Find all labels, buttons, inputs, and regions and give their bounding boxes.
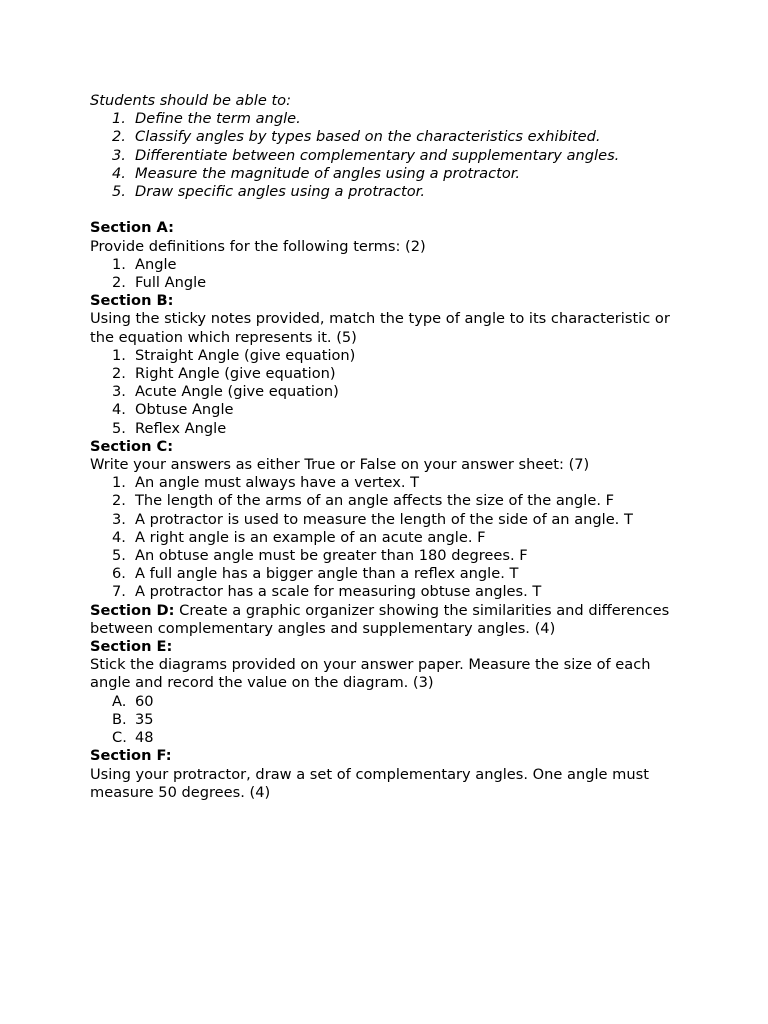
section-b xyxy=(90,292,690,438)
section-d xyxy=(90,602,690,638)
objective-item xyxy=(90,147,690,165)
list-item xyxy=(90,274,690,292)
list-item xyxy=(90,383,690,401)
list-item xyxy=(90,256,690,274)
section-e-instruction: Stick the diagrams provided on your answer paper. Measure the size of each angle and record the value on the diagram. (3) xyxy=(90,656,651,692)
worksheet-page xyxy=(90,92,690,802)
section-d-heading: Section D: xyxy=(90,601,175,619)
objective-text: Classify angles by types based on the characteristics exhibited. xyxy=(135,128,601,146)
objective-text: Measure the magnitude of angles using a protractor. xyxy=(135,164,521,182)
list-item-text: An angle must always have a vertex. T xyxy=(135,474,420,492)
list-item-text: Right Angle (give equation) xyxy=(135,365,336,383)
list-item-text: 35 xyxy=(135,710,154,728)
list-number: 5. xyxy=(112,183,126,201)
list-number: 5. xyxy=(112,547,126,565)
section-e-heading: Section E: xyxy=(90,638,173,656)
list-item-text: Angle xyxy=(135,255,177,273)
list-item xyxy=(90,565,690,583)
list-number: A. xyxy=(112,692,127,710)
list-item xyxy=(90,547,690,565)
objective-item xyxy=(90,183,690,201)
objective-item xyxy=(90,110,690,128)
list-number: 6. xyxy=(112,565,126,583)
section-e-list xyxy=(90,693,690,748)
list-number: 5. xyxy=(112,419,126,437)
list-item xyxy=(90,347,690,365)
list-item xyxy=(90,492,690,510)
section-c-list xyxy=(90,474,690,601)
list-item xyxy=(90,529,690,547)
objective-text: Define the term angle. xyxy=(135,110,301,128)
list-item-text: 60 xyxy=(135,692,154,710)
list-item xyxy=(90,401,690,419)
list-number: 4. xyxy=(112,528,126,546)
list-number: 4. xyxy=(112,401,126,419)
list-item xyxy=(90,474,690,492)
objectives-list xyxy=(90,110,690,201)
section-c-heading: Section C: xyxy=(90,437,174,455)
list-item-text: A protractor is used to measure the length of the side of an angle. T xyxy=(135,510,633,528)
section-f-heading: Section F: xyxy=(90,747,172,765)
list-item-text: A protractor has a scale for measuring obtuse angles. T xyxy=(135,583,542,601)
list-number: 3. xyxy=(112,510,126,528)
section-a-heading: Section A: xyxy=(90,219,174,237)
learning-objectives xyxy=(90,92,690,201)
list-number: 7. xyxy=(112,583,126,601)
list-item xyxy=(90,583,690,601)
section-f-instruction: Using your protractor, draw a set of complementary angles. One angle must measure 50 degrees. (4) xyxy=(90,765,649,801)
objective-item xyxy=(90,128,690,146)
list-item-text: 48 xyxy=(135,729,154,747)
section-f xyxy=(90,747,690,802)
list-number: C. xyxy=(112,729,127,747)
section-c xyxy=(90,438,690,602)
list-number: 1. xyxy=(112,110,126,128)
list-item-text: Acute Angle (give equation) xyxy=(135,383,339,401)
list-number: 4. xyxy=(112,164,126,182)
section-d-paragraph xyxy=(90,602,690,638)
list-item-text: An obtuse angle must be greater than 180 degrees. F xyxy=(135,547,528,565)
list-number: B. xyxy=(112,710,127,728)
section-e xyxy=(90,638,690,747)
list-item xyxy=(90,420,690,438)
list-item xyxy=(90,365,690,383)
objective-text: Differentiate between complementary and supplementary angles. xyxy=(135,146,620,164)
list-number: 2. xyxy=(112,365,126,383)
objectives-intro: Students should be able to: xyxy=(90,92,292,109)
list-item-text: A full angle has a bigger angle than a reflex angle. T xyxy=(135,565,519,583)
list-number: 3. xyxy=(112,146,126,164)
section-a xyxy=(90,219,690,292)
list-number: 2. xyxy=(112,274,126,292)
section-a-list xyxy=(90,256,690,292)
section-b-instruction: Using the sticky notes provided, match the type of angle to its characteristic or the equation which represents it. (5) xyxy=(90,310,670,346)
section-a-instruction: Provide definitions for the following terms: (2) xyxy=(90,237,426,255)
objective-text: Draw specific angles using a protractor. xyxy=(135,183,425,201)
list-number: 1. xyxy=(112,346,126,364)
list-item xyxy=(90,693,690,711)
list-item xyxy=(90,511,690,529)
list-item xyxy=(90,729,690,747)
spacer xyxy=(90,201,690,219)
section-c-instruction: Write your answers as either True or False on your answer sheet: (7) xyxy=(90,456,590,474)
list-item-text: Full Angle xyxy=(135,274,207,292)
list-item-text: The length of the arms of an angle affects the size of the angle. F xyxy=(135,492,614,510)
list-number: 1. xyxy=(112,474,126,492)
objective-item xyxy=(90,165,690,183)
section-d-instruction: Create a graphic organizer showing the similarities and differences between complementary angles and supplementary angles. (4) xyxy=(90,601,670,637)
list-item-text: Reflex Angle xyxy=(135,419,227,437)
section-b-heading: Section B: xyxy=(90,292,174,310)
list-item-text: A right angle is an example of an acute angle. F xyxy=(135,528,486,546)
section-b-list xyxy=(90,347,690,438)
list-item xyxy=(90,711,690,729)
list-item-text: Obtuse Angle xyxy=(135,401,234,419)
list-number: 2. xyxy=(112,128,126,146)
list-number: 2. xyxy=(112,492,126,510)
list-number: 1. xyxy=(112,255,126,273)
list-item-text: Straight Angle (give equation) xyxy=(135,346,356,364)
list-number: 3. xyxy=(112,383,126,401)
